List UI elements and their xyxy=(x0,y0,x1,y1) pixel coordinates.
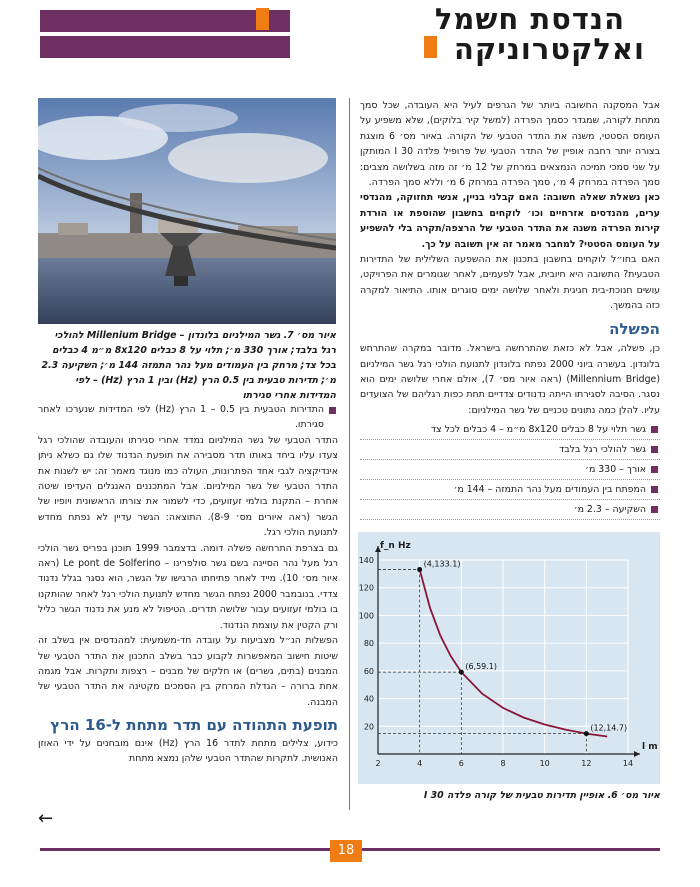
y-tick-label: 80 xyxy=(363,639,374,649)
spec-item: השקיעה – 2.3 מ׳ xyxy=(360,500,660,520)
y-tick-label: 140 xyxy=(358,556,374,565)
continue-arrow-icon: ← xyxy=(38,808,54,829)
paragraph-bold: כאן נשאלת שאלה חשובה: האם קבלני בניין, אנשי תחזוקה, מהנדסי ערים, מהנדסים אזרחיים וכו׳ לוקחים בחשבון שהוספת או הורדת קירות הפרדה משנה את התדר הטבעי של הרצפה/תקרה בלי להשפיע על העומס הסטטי? למחבר מאמר זה אין תשובה על כך. xyxy=(360,192,660,250)
y-tick-label: 20 xyxy=(363,722,374,732)
header-band-top xyxy=(40,10,290,32)
photo-caption: איור מס׳ 7. גשר המילניום בלונדון – Millenium Bridge להולכי רגל בלבד; אורך 330 מ׳; תלוי על 8 כבלים 8x120 מ״מ 4 כבלים בכל צד; מרחק בין העמודים מעל נהר התמזה 144 מ׳; השקיעה 2.3 מ׳; תדירות טבעית בין 0.5 הרץ (Hz) ובין 1 הרץ (Hz) – לפי המדידות אחרי סגירתו xyxy=(41,330,336,401)
x-tick-label: 4 xyxy=(417,759,423,768)
section-logo xyxy=(265,2,645,64)
x-tick-label: 10 xyxy=(539,759,550,768)
series-line xyxy=(420,570,608,737)
bullet-paragraph: התדירות הטבעית בין 0.5 – 1 הרץ (Hz) לפי המדידות שנערכו לאחר סגירתו. xyxy=(38,402,338,433)
section-heading: תופעת התהודה עם תדר מתחת ל-16 הרץ xyxy=(50,716,338,735)
paragraph: הפשלות הנ״ל מצביעות על עובדה חד-משמעית: למהנדסים אין בשלב זה שיטות חישוב המאפשרות לקבוע כבר בשלב התכנון את התדר הטבעי של המבנים (בתים, גשרים) או חלקים של מבנים – רצפות ותקרות. אבל מגמה אחת ברורה – הגדלת המרחק בין הסמכים מקטינה את התדר הטבעי של המבנה. xyxy=(38,635,338,708)
paragraph: גם בצרפת התרחשה פשלה דומה. בדצמבר 1999 תוכנן בפריס גשר הולכי רגל מעל נהר הסיינה בשם גשר סולפרינו – Le pont de Solferino (ראה איור מס׳ 10). מייד לאחר פתיחתו הרגישו של הגשר, הוא נסגר בגלל נדנוד צדדי. בנובמבר 2000 נפתח הגשר מחדש לתנועת הולכי רגל לאחר שהותקנו בו בולמי זעזועים עבור שלושה תדרים. הטיפול לא מנע את נדנוד הגשר כליל ורק הקטין את עוצמת הנדנוד. xyxy=(38,542,339,631)
y-tick-label: 100 xyxy=(358,611,374,621)
data-point-label: (12,14.7) xyxy=(590,723,628,733)
section-heading: הפשלה xyxy=(609,319,660,338)
y-axis-label: f_n Hz xyxy=(380,541,411,551)
paragraph: כן, פשלה, אבל לא כזאת שהתרחשה בישראל. מדובר במקרה שהתרחש בלונדון. בעשרה ביוני 2000 נפתח בלונדון לתנועת הולכי רגל גשר המילניום (Millennium Bridge) (ראה איור מס׳ 7), אולם אחרי שלושה ימים הוא נסגר. הסיבה לסגירתו הייתה נדנודים צדדיים תחת כפות רגליהם של הצועדים עליו. להלן כמה נתונים טכניים של גשר המילניום: xyxy=(360,343,660,416)
x-axis-arrow-icon xyxy=(634,751,640,757)
x-tick-label: 12 xyxy=(581,759,592,768)
x-tick-label: 2 xyxy=(375,759,381,768)
spec-item: המפתח בין העמודים מעל נהר התמזה – 144 מ׳ xyxy=(360,480,660,500)
spec-item: אורך – 330 מ׳ xyxy=(360,460,660,480)
bridge-photo xyxy=(38,98,336,324)
data-point-label: (6,59.1) xyxy=(465,662,498,672)
right-column xyxy=(360,98,660,520)
bridge-illustration xyxy=(38,98,336,324)
paragraph: האם בחו״ל לוקחים בחשבון בתכנון את ההשפעה השלילית של התדירות הטבעית? התשובה היא חיובית, אבל לפעמים, לאחר שגומרים את הפרויקט, עושים חנוכת-בית חגיגית ולאחר שלושה ימים סוגרים אותו. התיאור למקרה כזה בהמשך. xyxy=(360,254,660,312)
paragraph: התדר הטבעי של גשר המילניום נמדד אחרי סגירתו והעובדה שהולכי רגל צעדו עליו ביחד באותו תדר מסבירה את תופעת הנדנוד שלו גם כשלא ניתן אינדיקציה לגבי אחד הפתרונות, העולה כמו מנוגד מאמר זה: יש לשנות את התדר הטבעי של גשר המילניום. אבל המתכננים האנגלים העדיפו שיטה אחרת – התקנת בולמי זעזועים, כדי לשמור את צורתו הראשונית ויופיו של הגשר (ראה איורים מס׳ 8-9). התוצאה: הגשר עדיין לא נפתח מחדש לתנועת הולכי רגל. xyxy=(38,434,338,539)
column-divider xyxy=(349,98,350,810)
spec-list xyxy=(360,420,660,520)
x-tick-label: 14 xyxy=(622,759,634,768)
paragraph: אבל המסקנה החשובה ביותר של הגרפים לעיל היא העובדה, שכל סמך מתחת לקורה, שמגדר כסמך הפרדה (למשל קיר בלוקים), שלא משפיע על העומס הסטטי, משנה את התדר הטבעי של הקורה. באיור מס׳ 6 מוצגת בצורה יותר רחבה אופיין של התדר הטבעי של פרופיל פלדה I 30 המותקן על שני סמכי תמיכה הנמצאים במרחק של 12 מ׳ זה מזה בשלושה מצבים: סמך הפרדה במרחק 4 מ׳, סמך הפרדה במרחק 6 מ׳ וללא סמך הפרדה. xyxy=(360,100,661,189)
data-point-label: (4,133.1) xyxy=(423,559,461,569)
section-title-line2: ואלקטרוניקה xyxy=(453,32,645,66)
spec-item: גשר להולכי רגל בלבד xyxy=(360,440,660,460)
chart-caption: איור מס׳ 6. אופיין תדירות טבעית של קורה פלדה I 30 xyxy=(423,790,660,801)
x-tick-label: 6 xyxy=(458,759,464,768)
x-tick-label: 8 xyxy=(500,759,506,768)
y-tick-label: 60 xyxy=(363,666,374,676)
left-column xyxy=(38,402,338,766)
frequency-chart xyxy=(358,532,660,784)
spec-item: גשר תלוי על 8 כבלים 8x120 מ״מ – 4 כבלים לכל צד xyxy=(360,420,660,440)
paragraph: כידוע, צלילים מתחת לתדר 16 הרץ (Hz) אינם מובחנים על ידי האוזן האנושית. לתקרות שהתדר הטבעי שלהן נמצא מתחת xyxy=(38,737,339,764)
header-band-bottom xyxy=(40,36,290,58)
x-axis-label: l m xyxy=(642,742,658,752)
data-point xyxy=(459,670,464,675)
section-title-line1: הנדסת חשמל xyxy=(434,2,625,36)
chart-svg xyxy=(358,532,660,784)
y-tick-label: 120 xyxy=(358,583,374,593)
page-number: 18 xyxy=(330,840,362,862)
y-tick-label: 40 xyxy=(363,694,374,704)
data-point xyxy=(417,567,422,572)
data-point xyxy=(584,731,589,736)
